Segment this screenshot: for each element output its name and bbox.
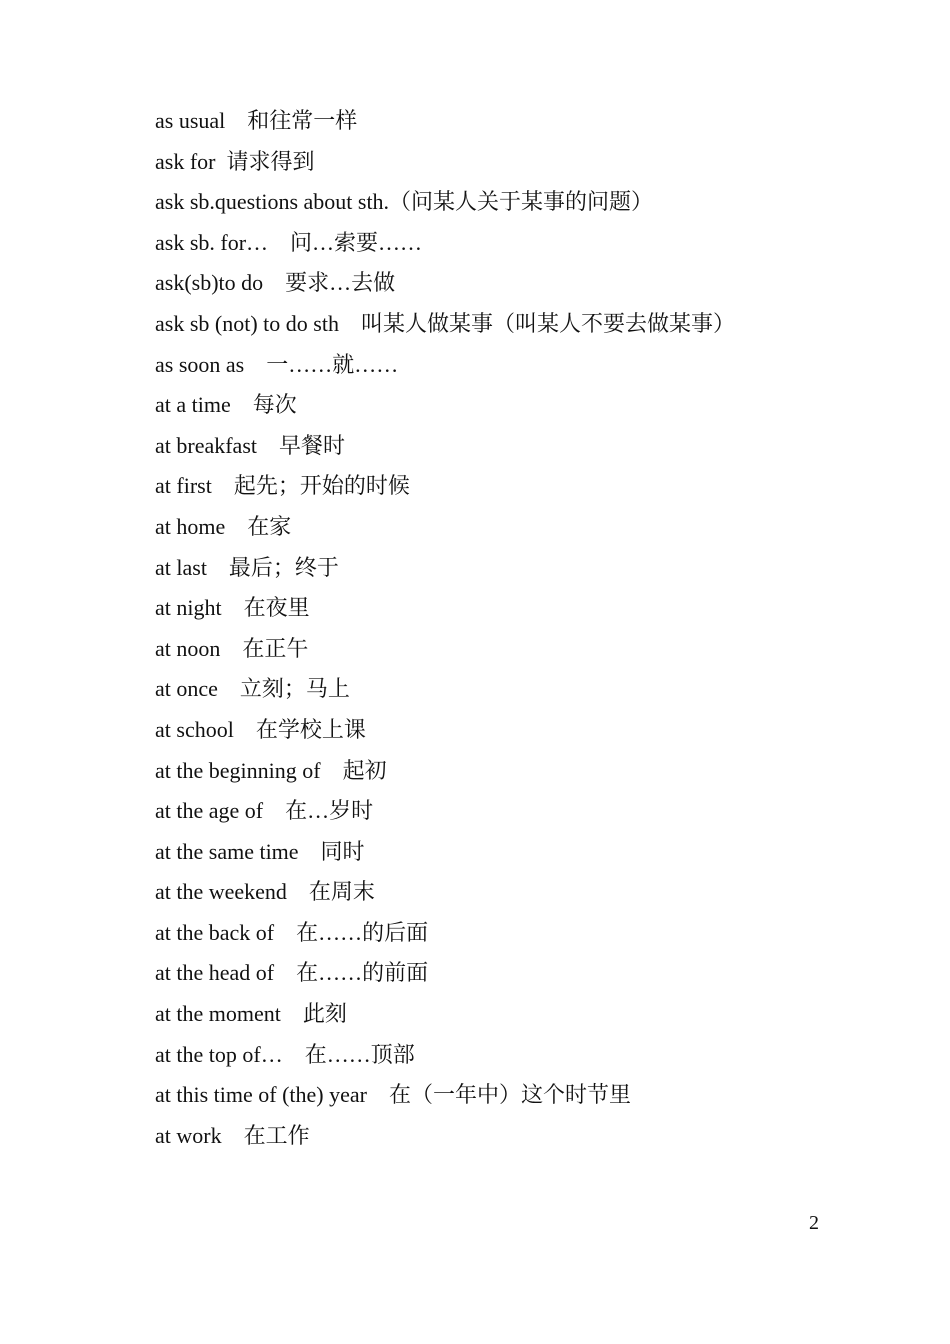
phrase-entry: ask sb. for… 问…索要……	[155, 229, 423, 255]
page-number: 2	[809, 1212, 819, 1234]
phrase-entry: at the top of… 在……顶部	[155, 1041, 415, 1067]
phrase-entry: ask(sb)to do 要求…去做	[155, 270, 396, 296]
phrase-entry: at night 在夜里	[155, 595, 310, 621]
phrase-entry: at this time of (the) year 在（一年中）这个时节里	[155, 1082, 631, 1108]
phrase-entry: at the beginning of 起初	[155, 757, 387, 783]
phrase-entry: at school 在学校上课	[155, 716, 366, 742]
phrase-entry: at breakfast 早餐时	[155, 432, 345, 458]
phrase-entry: at the age of 在…岁时	[155, 798, 374, 824]
phrase-entry: at last 最后；终于	[155, 554, 339, 580]
phrase-list	[155, 101, 735, 1156]
phrase-entry: at work 在工作	[155, 1122, 310, 1148]
phrase-entry: at the moment 此刻	[155, 1001, 347, 1027]
phrase-entry: at the weekend 在周末	[155, 879, 375, 905]
phrase-entry: ask for 请求得到	[155, 148, 315, 174]
phrase-entry: at a time 每次	[155, 392, 297, 418]
phrase-entry: as soon as 一……就……	[155, 351, 399, 377]
phrase-entry: at once 立刻；马上	[155, 676, 350, 702]
phrase-entry: at the head of 在……的前面	[155, 960, 429, 986]
phrase-entry: at home 在家	[155, 513, 292, 539]
phrase-entry: at the same time 同时	[155, 838, 365, 864]
phrase-entry: at the back of 在……的后面	[155, 919, 429, 945]
phrase-entry: at first 起先；开始的时候	[155, 473, 410, 499]
phrase-entry: at noon 在正午	[155, 635, 309, 661]
phrase-entry: ask sb (not) to do sth 叫某人做某事（叫某人不要去做某事）	[155, 310, 735, 336]
phrase-entry: as usual 和往常一样	[155, 108, 358, 133]
phrase-entry: ask sb.questions about sth.（问某人关于某事的问题）	[155, 189, 654, 215]
